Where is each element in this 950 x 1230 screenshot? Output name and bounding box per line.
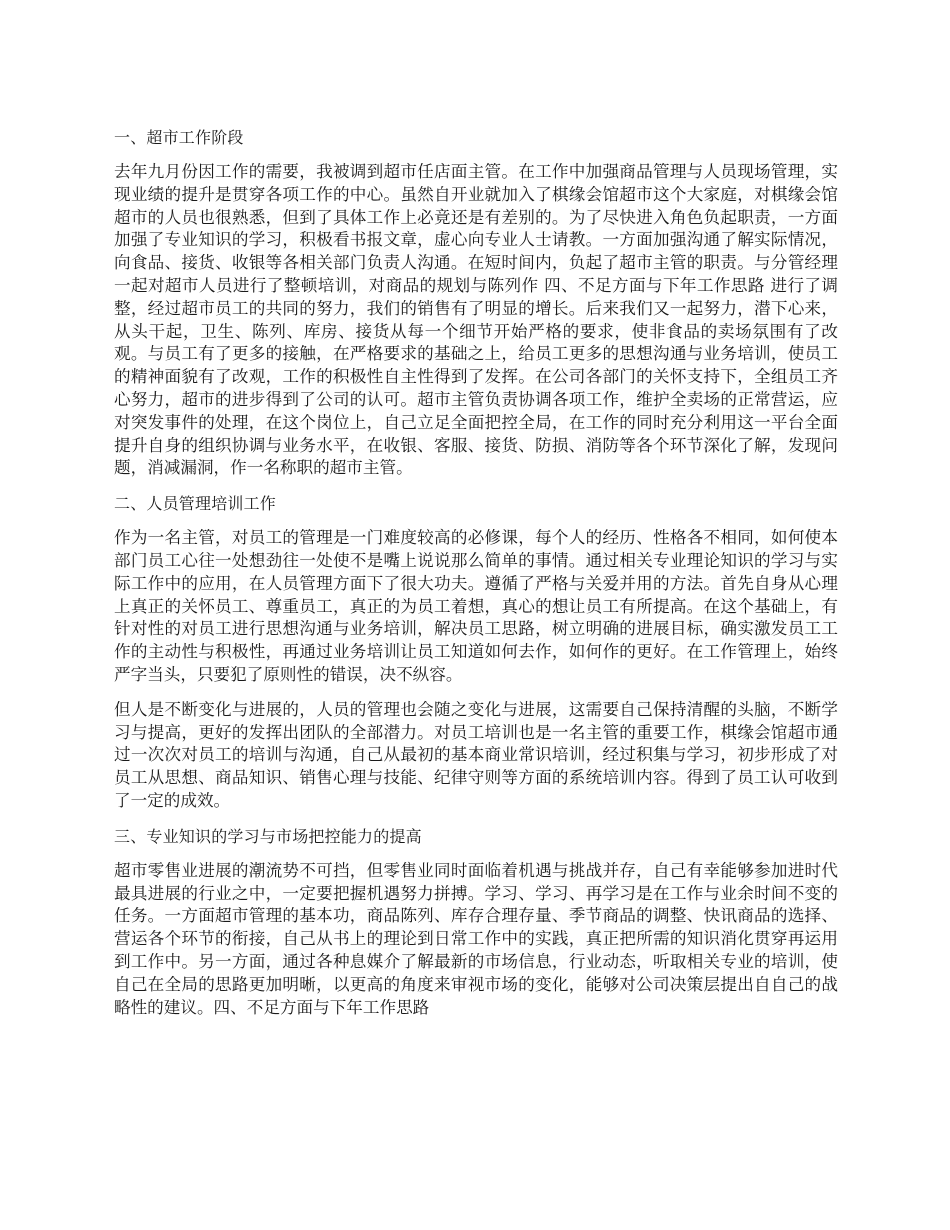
section-paragraph: 超市零售业进展的潮流势不可挡，但零售业同时面临着机遇与挑战并存，自己有幸能够参加进时代最具进展的行业之中，一定要把握机遇努力拼搏。学习、学习、再学习是在工作与业余时间不变的任务。一方面超市管理的基本功，商品陈列、库存合理存量、季节商品的调整、快讯商品的选择、营运各个环节的衔接，自己从书上的理论到日常工作中的实践，真正把所需的知识消化贯穿再运用到工作中。另一方面，通过各种息媒介了解最新的市场信息，行业动态，听取相关专业的培训，使自己在全局的思路更加明晰，以更高的角度来审视市场的变化，能够对公司决策层提出自自己的战略性的建议。四、不足方面与下年工作思路 (114, 860, 838, 1017)
section-heading-staff-training: 二、人员管理培训工作 (114, 494, 277, 514)
document-body (114, 126, 838, 1031)
section-heading-professional-knowledge: 三、专业知识的学习与市场把控能力的提高 (114, 826, 422, 846)
section-heading-supermarket-work: 一、超市工作阶段 (114, 128, 244, 147)
section-paragraph: 作为一名主管，对员工的管理是一门难度较高的必修课，每个人的经历、性格各不相同，如何使本部门员工心往一处想劲往一处使不是嘴上说说那么简单的事情。通过相关专业理论知识的学习与实际工作中的应用，在人员管理方面下了很大功夫。遵循了严格与关爱并用的方法。首先自身从心理上真正的关怀员工、尊重员工，真正的为员工着想，真心的想让员工有所提高。在这个基础上，有针对性的对员工进行思想沟通与业务培训，解决员工思路，树立明确的进展目标，确实激发员工工作的主动性与积极性，再通过业务培训让员工知道如何去作，如何作的更好。在工作管理上，始终严字当头，只要犯了原则性的错误，决不纵容。 (114, 528, 838, 684)
section-paragraph: 但人是不断变化与进展的，人员的管理也会随之变化与进展，这需要自己保持清醒的头脑，不断学习与提高，更好的发挥出团队的全部潜力。对员工培训也是一名主管的重要工作，棋缘会馆超市通过一次次对员工的培训与沟通，自己从最初的基本商业常识培训，经过积集与学习，初步形成了对员工从思想、商品知识、销售心理与技能、纪律守则等方面的系统培训内容。得到了员工认可收到了一定的成效。 (114, 699, 838, 810)
section-paragraph: 去年九月份因工作的需要，我被调到超市任店面主管。在工作中加强商品管理与人员现场管理，实现业绩的提升是贯穿各项工作的中心。虽然自开业就加入了棋缘会馆超市这个大家庭，对棋缘会馆超市的人员也很熟悉，但到了具体工作上必竟还是有差别的。为了尽快进入角色负起职责，一方面加强了专业知识的学习，积极看书报文章，虚心向专业人士请教。一方面加强沟通了解实际情况，向食品、接货、收银等各相关部门负责人沟通。在短时间内，负起了超市主管的职责。与分管经理一起对超市人员进行了整顿培训，对商品的规划与陈列作 四、不足方面与下年工作思路 进行了调整，经过超市员工的共同的努力，我们的销售有了明显的增长。后来我们又一起努力，潜下心来，从头干起，卫生、陈列、库房、接货从每一个细节开始严格的要求，使非食品的卖场氛围有了改观。与员工有了更多的接触，在严格要求的基础之上，给员工更多的思想沟通与业务培训，使员工的精神面貌有了改观，工作的积极性自主性得到了发挥。在公司各部门的关怀支持下，全组员工齐心努力，超市的进步得到了公司的认可。超市主管负责协调各项工作，维护全卖场的正常营运，应对突发事件的处理，在这个岗位上，自己立足全面把控全局，在工作的同时充分利用这一平台全面提升自身的组织协调与业务水平，在收银、客服、接货、防损、消防等各个环节深化了解，发现问题，消减漏洞，作一名称职的超市主管。 (114, 162, 838, 478)
